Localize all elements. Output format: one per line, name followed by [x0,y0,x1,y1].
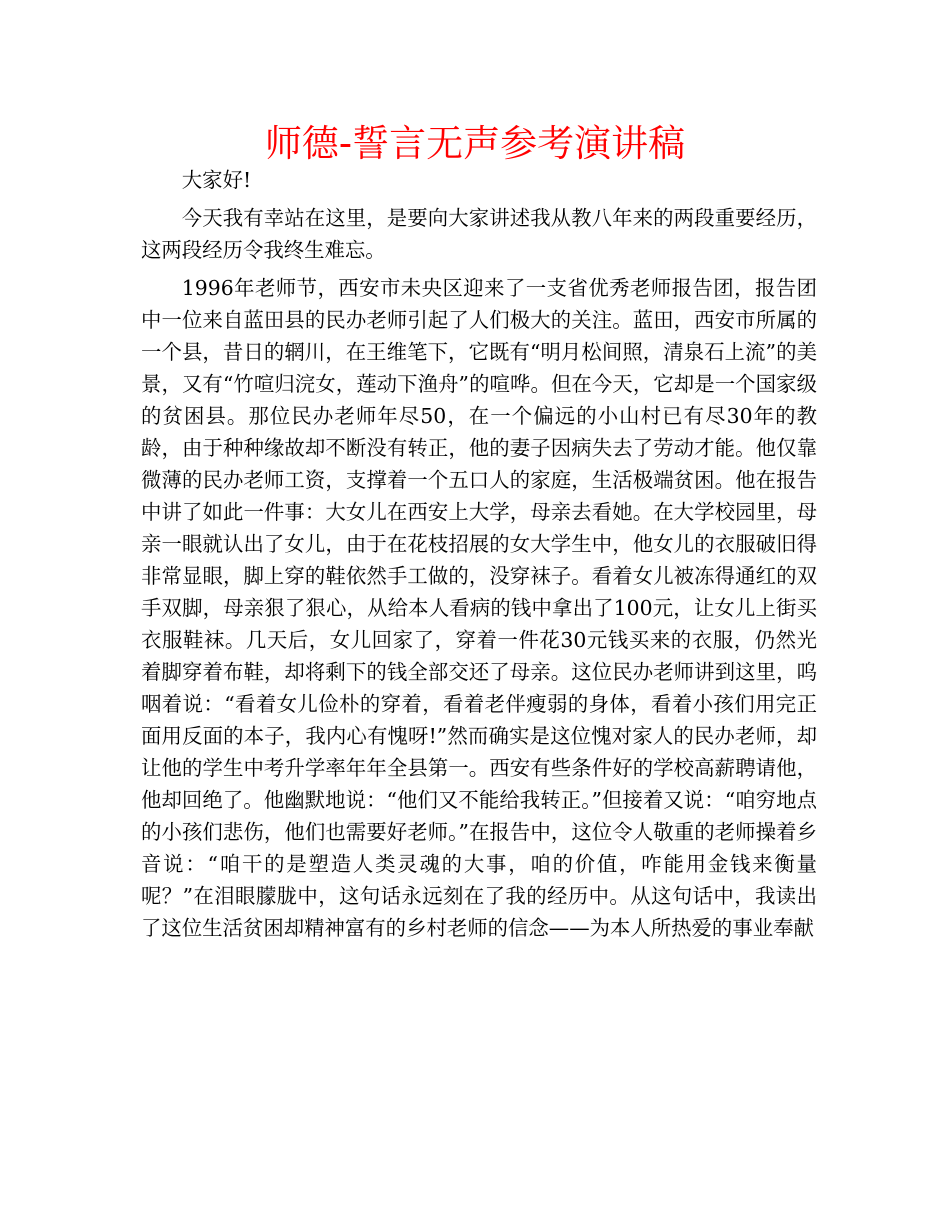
paragraph-intro: 今天我有幸站在这里，是要向大家讲述我从教八年来的两段重要经历，这两段经历令我终生难忘。 [141,206,817,262]
paragraph-greeting: 大家好! [181,168,252,192]
paragraph-story: 1996年老师节，西安市未央区迎来了一支省优秀老师报告团，报告团中一位来自蓝田县的民办老师引起了人们极大的关注。蓝田，西安市所属的一个县，昔日的辋川，在王维笔下，它既有“明月松间照，清泉石上流”的美景，又有“竹喧归浣女，莲动下渔舟”的喧哗。但在今天，它却是一个国家级的贫困县。那位民办老师年尽50，在一个偏远的小山村已有尽30年的教龄，由于种种缘故却不断没有转正，他的妻子因病失去了劳动才能。他仅靠微薄的民办老师工资，支撑着一个五口人的家庭，生活极端贫困。他在报告中讲了如此一件事：大女儿在西安上大学，母亲去看她。在大学校园里，母亲一眼就认出了女儿，由于在花枝招展的女大学生中，他女儿的衣服破旧得非常显眼，脚上穿的鞋依然手工做的，没穿袜子。看着女儿被冻得通红的双手双脚，母亲狠了狠心，从给本人看病的钱中拿出了100元，让女儿上街买衣服鞋袜。几天后，女儿回家了，穿着一件花30元钱买来的衣服，仍然光着脚穿着布鞋，却将剩下的钱全部交还了母亲。这位民办老师讲到这里，呜咽着说：“看着女儿俭朴的穿着，看着老伴瘦弱的身体，看着小孩们用完正面用反面的本子，我内心有愧呀!”然而确实是这位愧对家人的民办老师，却让他的学生中考升学率年年全县第一。西安有些条件好的学校高薪聘请他，他却回绝了。他幽默地说：“他们又不能给我转正。”但接着又说：“咱穷地点的小孩们悲伤，他们也需要好老师。”在报告中，这位令人敬重的老师操着乡音说：“咱干的是塑造人类灵魂的大事，咱的价值，咋能用金钱来衡量呢？”在泪眼朦胧中，这句话永远刻在了我的经历中。从这句话中，我读出了这位生活贫困却精神富有的乡村老师的信念——为本人所热爱的事业奉献 [141,276,817,940]
document-title: 师德-誓言无声参考演讲稿 [264,122,686,165]
document-body [141,164,817,950]
